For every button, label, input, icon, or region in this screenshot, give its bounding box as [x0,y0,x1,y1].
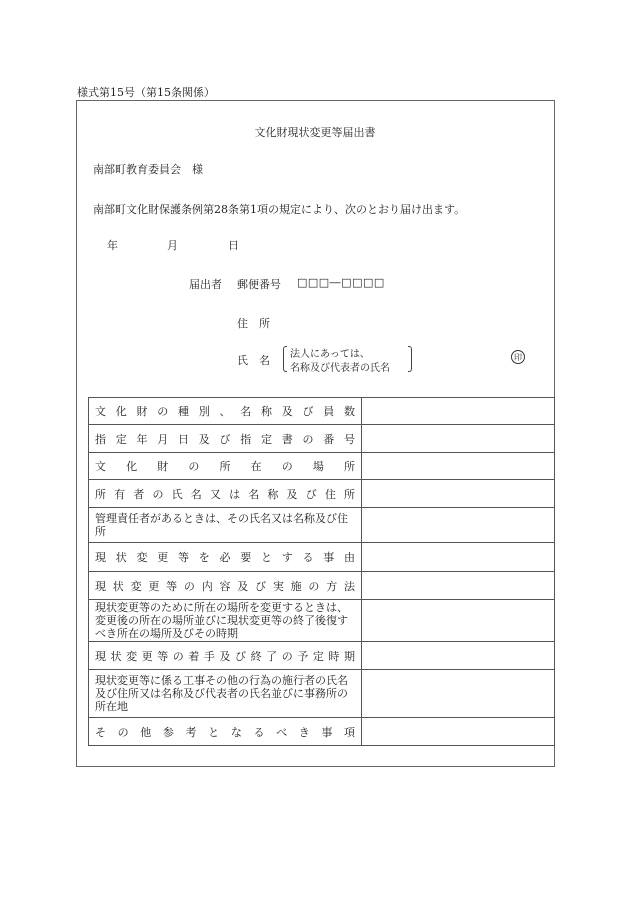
item-row [89,453,555,480]
postal-code-boxes: □□□―□□□□ [297,276,385,289]
item-label: 管理責任者があるときは、その氏名又は名称及び住所 [89,508,362,543]
item-label: 現状変更等を必要とする事由 [89,543,362,572]
seal-mark: 印 [511,350,525,364]
item-row [89,398,555,425]
item-value-field[interactable] [362,480,555,508]
item-value-field[interactable] [362,718,555,746]
name-label: 氏 名 [237,354,270,367]
item-row [89,543,555,572]
item-row [89,425,555,453]
address-label: 住 所 [237,317,270,330]
item-row [89,480,555,508]
item-value-field[interactable] [362,508,555,543]
left-bracket [283,346,287,372]
item-value-field[interactable] [362,642,555,670]
form-title: 文化財現状変更等届出書 [254,126,376,139]
item-row [89,508,555,543]
right-bracket [408,346,412,372]
date-month-label: 月 [167,239,178,252]
item-value-field[interactable] [362,572,555,600]
item-label: 現状変更等の着手及び終了の予定時期 [89,642,362,670]
item-label: 現状変更等に係る工事その他の行為の施行者の氏名及び住所又は名称及び代表者の氏名並びに事務所の所在地 [89,670,362,718]
item-value-field[interactable] [362,425,555,453]
item-row [89,572,555,600]
corp-note-line2: 名称及び代表者の氏名 [290,363,390,374]
item-value-field[interactable] [362,600,555,642]
form-number: 様式第15号（第15条関係） [77,86,215,99]
item-value-field[interactable] [362,543,555,572]
date-year-label: 年 [107,239,118,252]
addressee: 南部町教育委員会 様 [93,163,203,176]
date-day-label: 日 [228,239,239,252]
item-label: 文化財の所在の場所 [89,453,362,480]
item-label: 現状変更等の内容及び実施の方法 [89,572,362,600]
item-value-field[interactable] [362,398,555,425]
item-row [89,718,555,746]
items-table [88,397,555,746]
item-label: 現状変更等のために所在の場所を変更するときは、変更後の所在の場所並びに現状変更等の終了後復すべき所在の場所及びその時期 [89,600,362,642]
applicant-label: 届出者 [189,278,222,291]
item-label: 文化財の種別、名称及び員数 [89,398,362,425]
item-label: その他参考となるべき事項 [89,718,362,746]
postal-code-label: 郵便番号 [237,278,281,291]
item-row [89,600,555,642]
item-value-field[interactable] [362,453,555,480]
corp-note-line1: 法人にあっては、 [290,349,370,360]
item-row [89,642,555,670]
item-value-field[interactable] [362,670,555,718]
intro-statement: 南部町文化財保護条例第28条第1項の規定により、次のとおり届け出ます。 [93,203,466,216]
item-label: 指定年月日及び指定書の番号 [89,425,362,453]
item-row [89,670,555,718]
item-label: 所有者の氏名又は名称及び住所 [89,480,362,508]
